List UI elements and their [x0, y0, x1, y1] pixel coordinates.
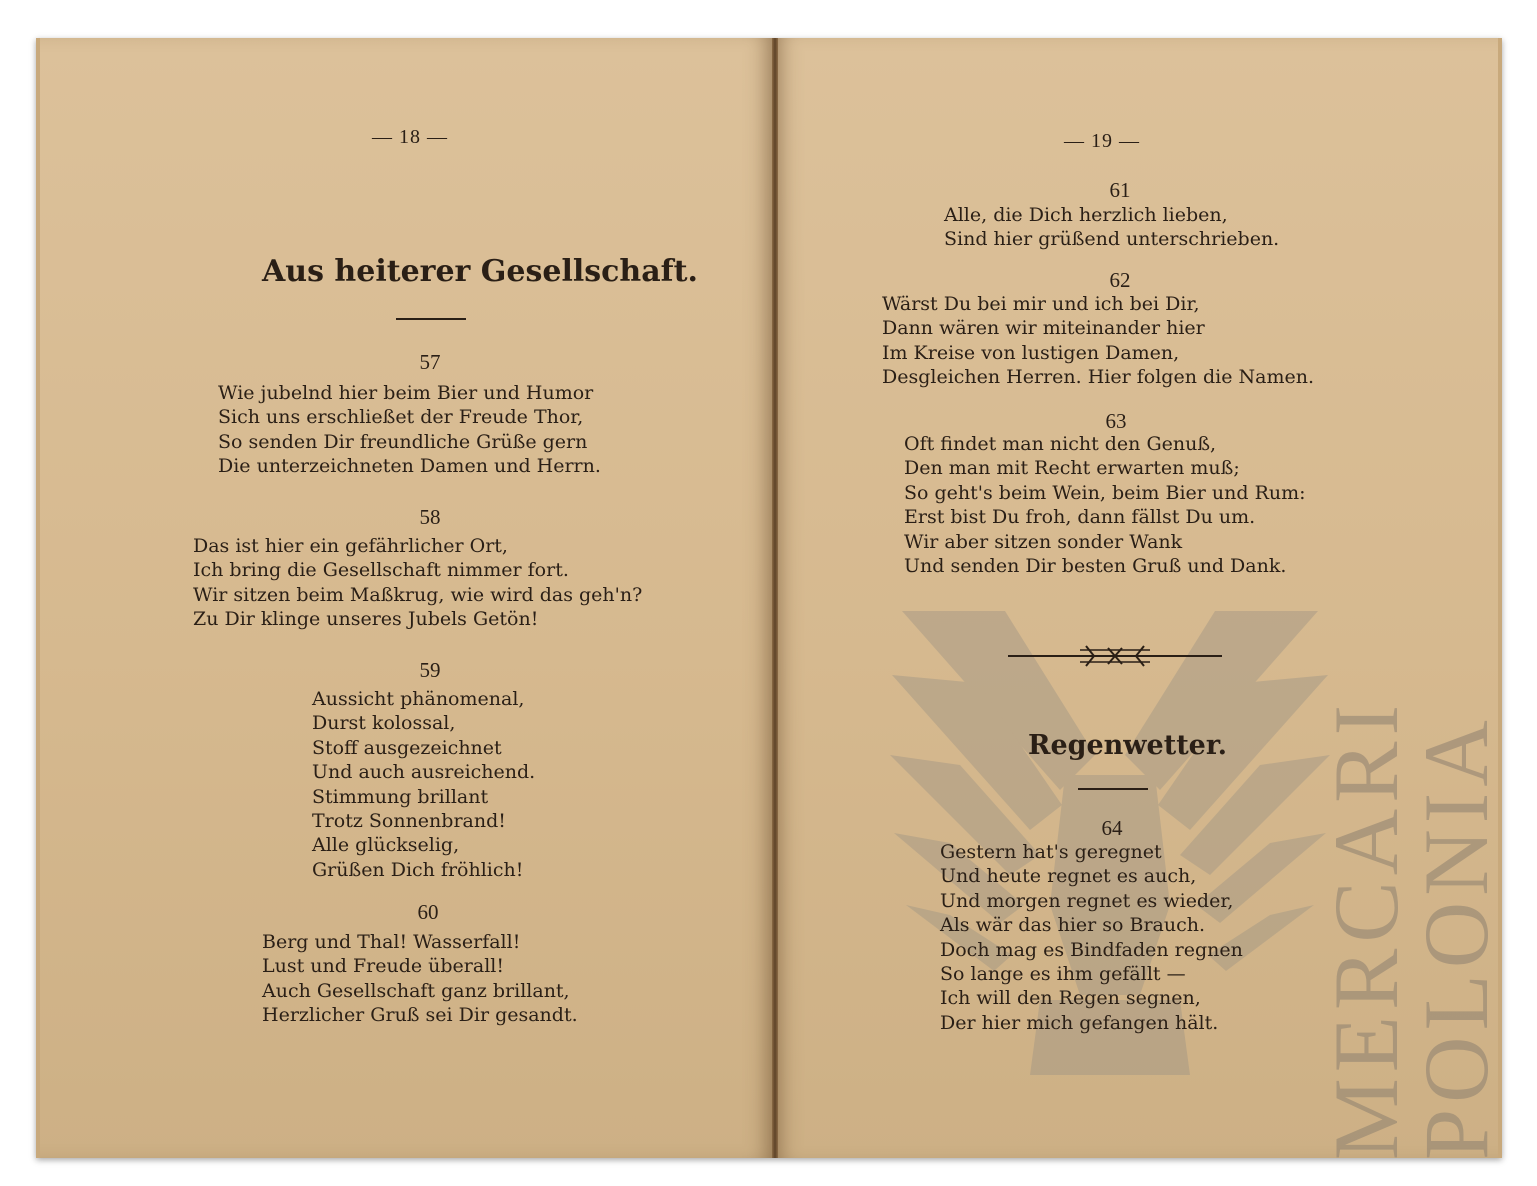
verse-line: Durst kolossal, — [312, 712, 456, 735]
section-heading-right: Regenwetter. — [1028, 730, 1227, 761]
verse-line: Wir aber sitzen sonder Wank — [904, 530, 1183, 553]
verse-line: Den man mit Recht erwarten muß; — [904, 457, 1240, 480]
poem-61 — [944, 203, 1279, 252]
verse-line: Herzlicher Gruß sei Dir gesandt. — [262, 1004, 578, 1027]
poem-number-62: 62 — [1109, 268, 1131, 292]
poem-number-60: 60 — [417, 900, 439, 924]
verse-line: Und heute regnet es auch, — [940, 865, 1197, 888]
page-number-right: — 19 — — [1064, 130, 1140, 152]
verse-line: Zu Dir klinge unseres Jubels Getön! — [193, 608, 539, 631]
poem-number-59: 59 — [419, 658, 441, 682]
heading-rule-right — [1078, 788, 1148, 790]
poem-number-61: 61 — [1109, 178, 1131, 202]
verse-line: So geht's beim Wein, beim Bier und Rum: — [904, 481, 1306, 504]
verse-line: Im Kreise von lustigen Damen, — [882, 341, 1180, 364]
poem-59 — [312, 687, 535, 882]
verse-line: Trotz Sonnenbrand! — [312, 810, 506, 833]
poem-number-57: 57 — [419, 350, 441, 374]
verse-line: So senden Dir freundliche Grüße gern — [218, 430, 588, 453]
verse-line: Sich uns erschließet der Freude Thor, — [218, 406, 584, 429]
verse-line: Aussicht phänomenal, — [312, 688, 525, 710]
verse-line: Desgleichen Herren. Hier folgen die Namen. — [882, 366, 1314, 389]
divider-ornament-icon — [1008, 644, 1222, 668]
verse-line: Alle, die Dich herzlich lieben, — [944, 204, 1228, 226]
verse-line: Und auch ausreichend. — [312, 761, 536, 784]
verse-line: Alle glückselig, — [312, 834, 460, 857]
watermark-text-1: MERCARI — [1315, 698, 1417, 1160]
verse-line: Stoff ausgezeichnet — [312, 736, 502, 759]
verse-line: Dann wären wir miteinander hier — [882, 317, 1205, 340]
verse-line: Und senden Dir besten Gruß und Dank. — [904, 555, 1287, 578]
verse-line: Die unterzeichneten Damen und Herrn. — [218, 455, 601, 478]
page-number-left: — 18 — — [372, 126, 448, 148]
verse-line: Gestern hat's geregnet — [940, 841, 1162, 863]
verse-line: Und morgen regnet es wieder, — [940, 889, 1234, 912]
verse-line: Grüßen Dich fröhlich! — [312, 858, 524, 881]
verse-line: Auch Gesellschaft ganz brillant, — [262, 979, 570, 1002]
book-gutter — [772, 38, 778, 1158]
poem-60 — [262, 930, 578, 1028]
verse-line: Lust und Freude überall! — [262, 955, 504, 978]
verse-line: Wärst Du bei mir und ich bei Dir, — [882, 293, 1200, 315]
poem-number-64: 64 — [1101, 816, 1123, 840]
poem-number-58: 58 — [419, 505, 441, 529]
verse-line: Doch mag es Bindfaden regnen — [940, 938, 1243, 961]
verse-line: Wir sitzen beim Maßkrug, wie wird das geh'n? — [193, 583, 643, 606]
poem-number-63: 63 — [1105, 409, 1127, 433]
heading-rule-left — [396, 318, 466, 320]
verse-line: Der hier mich gefangen hält. — [940, 1011, 1219, 1034]
verse-line: Das ist hier ein gefährlicher Ort, — [193, 535, 508, 557]
verse-line: Ich bring die Gesellschaft nimmer fort. — [193, 559, 569, 582]
verse-line: Berg und Thal! Wasserfall! — [262, 931, 521, 953]
poem-58 — [193, 534, 642, 632]
verse-line: Oft findet man nicht den Genuß, — [904, 433, 1217, 455]
verse-line: Ich will den Regen segnen, — [940, 987, 1201, 1010]
poem-64 — [940, 840, 1243, 1035]
poem-57 — [218, 381, 601, 479]
verse-line: Als wär das hier so Brauch. — [940, 914, 1206, 937]
poem-62 — [882, 292, 1314, 390]
verse-line: Wie jubelnd hier beim Bier und Humor — [218, 382, 594, 404]
section-heading-left: Aus heiterer Gesellschaft. — [262, 254, 698, 289]
verse-line: So lange es ihm gefällt — — [940, 963, 1186, 986]
poem-63 — [904, 432, 1306, 578]
verse-line: Stimmung brillant — [312, 785, 489, 808]
verse-line: Erst bist Du froh, dann fällst Du um. — [904, 506, 1256, 529]
watermark-text-2: POLONIA — [1405, 714, 1507, 1160]
verse-line: Sind hier grüßend unterschrieben. — [944, 228, 1280, 251]
